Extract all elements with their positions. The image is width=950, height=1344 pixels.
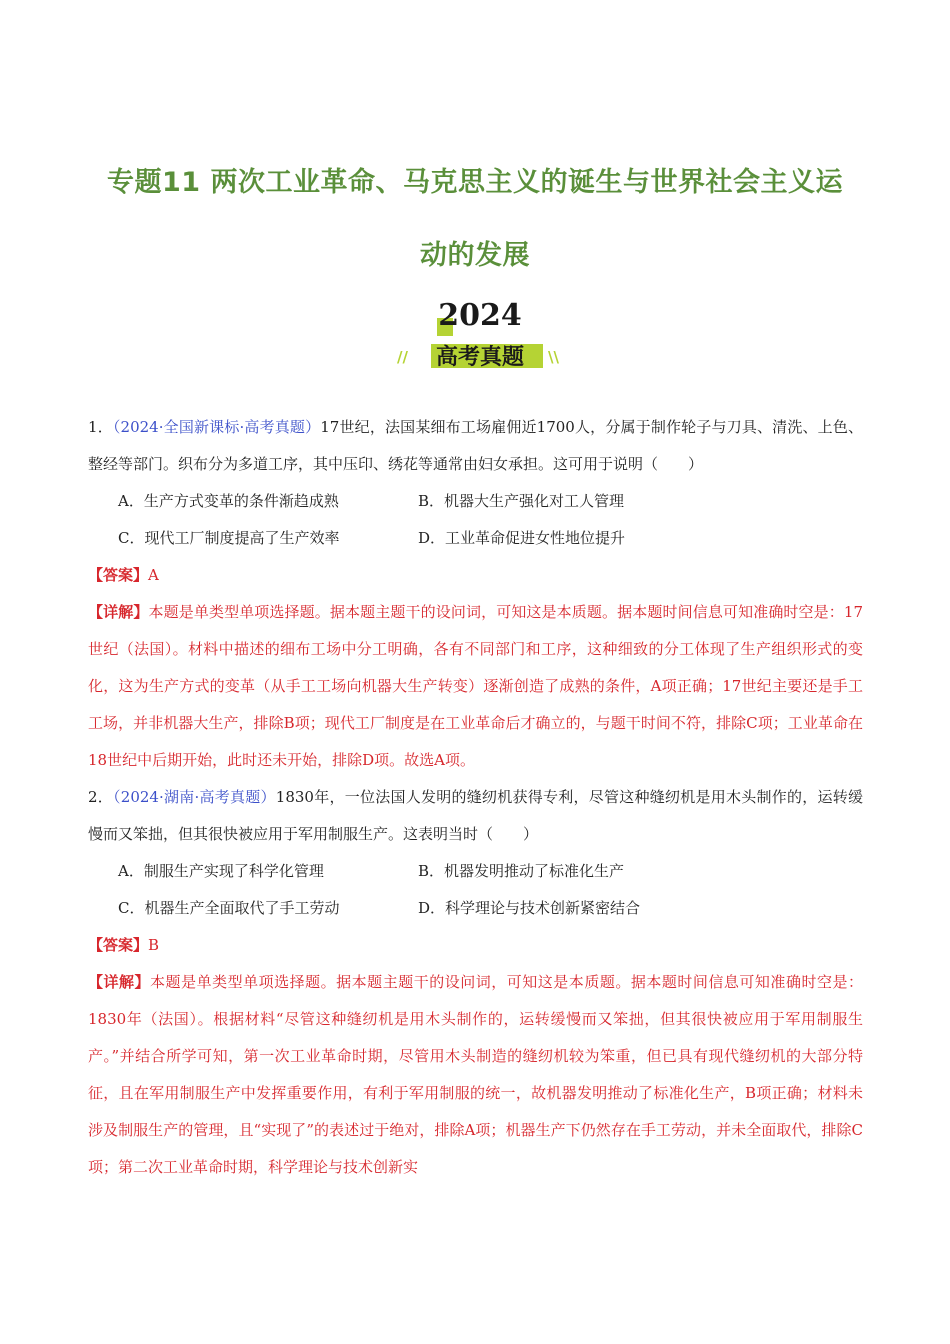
explanation bbox=[88, 594, 863, 779]
explanation-text: 本题是单类型单项选择题。据本题主题干的设问词，可知这是本质题。据本题时间信息可知准确时空是：17世纪（法国）。材料中描述的细布工场中分工明确，各有不同部门和工序，这种细致的分工体现了生产组织形式的变化，这为生产方式的变革（从手工工场向机器大生产转变）逐渐创造了成熟的条件，A项正确；17世纪主要还是手工工场，并非机器大生产，排除B项；现代工厂制度是在工业革命后才确立的，与题干时间不符，排除C项；工业革命在18世纪中后期开始，此时还未开始，排除D项。故选A项。 bbox=[88, 603, 863, 769]
page-title-line-1: 专题11 两次工业革命、马克思主义的诞生与世界社会主义运 bbox=[107, 167, 843, 198]
question-2 bbox=[88, 779, 863, 1186]
option-c: C．机器生产全面取代了手工劳动 bbox=[118, 899, 340, 917]
option-a: A．制服生产实现了科学化管理 bbox=[118, 862, 324, 880]
question-number: 1． bbox=[88, 418, 113, 436]
option-row bbox=[88, 853, 863, 890]
option-row bbox=[88, 483, 863, 520]
option-c: C．现代工厂制度提高了生产效率 bbox=[118, 529, 340, 547]
option-a: A．生产方式变革的条件渐趋成熟 bbox=[118, 492, 339, 510]
option-b: B．机器大生产强化对工人管理 bbox=[418, 492, 625, 510]
answer-label: 【答案】 bbox=[88, 936, 149, 954]
question-list bbox=[88, 409, 863, 1186]
answer-value: B bbox=[148, 936, 160, 954]
badge-label: 高考真题 bbox=[435, 345, 524, 370]
answer-value: A bbox=[148, 566, 159, 584]
explanation-text: 本题是单类型单项选择题。据本题主题干的设问词，可知这是本质题。据本题时间信息可知准确时空是：1830年（法国）。根据材料“尽管这种缝纫机是用木头制作的，运转缓慢而又笨拙，但其很快被应用于军用制服生产。”并结合所学可知，第一次工业革命时期，尽管用木头制造的缝纫机较为笨重，但已具有现代缝纫机的大部分特征，且在军用制服生产中发挥重要作用，有利于军用制服的统一，故机器发明推动了标准化生产，B项正确；材料未涉及制服生产的管理，且“实现了”的表述过于绝对，排除A项；机器生产下仍然存在手工劳动，并未全面取代，排除C项；第二次工业革命时期，科学理论与技术创新实 bbox=[88, 973, 863, 1176]
option-d: D．科学理论与技术创新紧密结合 bbox=[418, 899, 641, 917]
question-number: 2． bbox=[88, 788, 114, 806]
answer-line bbox=[88, 927, 863, 964]
question-1 bbox=[88, 409, 863, 779]
option-row bbox=[88, 890, 863, 927]
badge-year: 2024 bbox=[438, 298, 522, 333]
question-stem bbox=[88, 779, 863, 853]
question-source: （2024·湖南·高考真题） bbox=[113, 788, 276, 806]
option-b: B．机器发明推动了标准化生产 bbox=[418, 862, 625, 880]
question-source: （2024·全国新课标·高考真题） bbox=[112, 418, 321, 436]
page-title-line-2: 动的发展 bbox=[420, 240, 530, 271]
option-row bbox=[88, 520, 863, 557]
question-text: 17世纪，法国某细布工场雇佣近1700人，分属于制作轮子与刀具、清洗、上色、整经等部门。织布分为多道工序，其中压印、绣花等通常由妇女承担。这可用于说明（ ） bbox=[88, 418, 864, 473]
option-d: D．工业革命促进女性地位提升 bbox=[418, 529, 626, 547]
answer-label: 【答案】 bbox=[88, 566, 149, 584]
exam-year-badge bbox=[395, 298, 565, 378]
badge-slash-right-icon: \\ bbox=[548, 348, 559, 366]
question-text: 1830年，一位法国人发明的缝纫机获得专利，尽管这种缝纫机是用木头制作的，运转缓慢而又笨拙，但其很快被应用于军用制服生产。这表明当时（ ） bbox=[88, 788, 863, 843]
explanation-label: 【详解】 bbox=[88, 973, 151, 991]
explanation bbox=[88, 964, 863, 1186]
explanation-label: 【详解】 bbox=[88, 603, 149, 621]
answer-line bbox=[88, 557, 863, 594]
question-stem bbox=[88, 409, 863, 483]
badge-slash-left-icon: // bbox=[397, 348, 408, 366]
